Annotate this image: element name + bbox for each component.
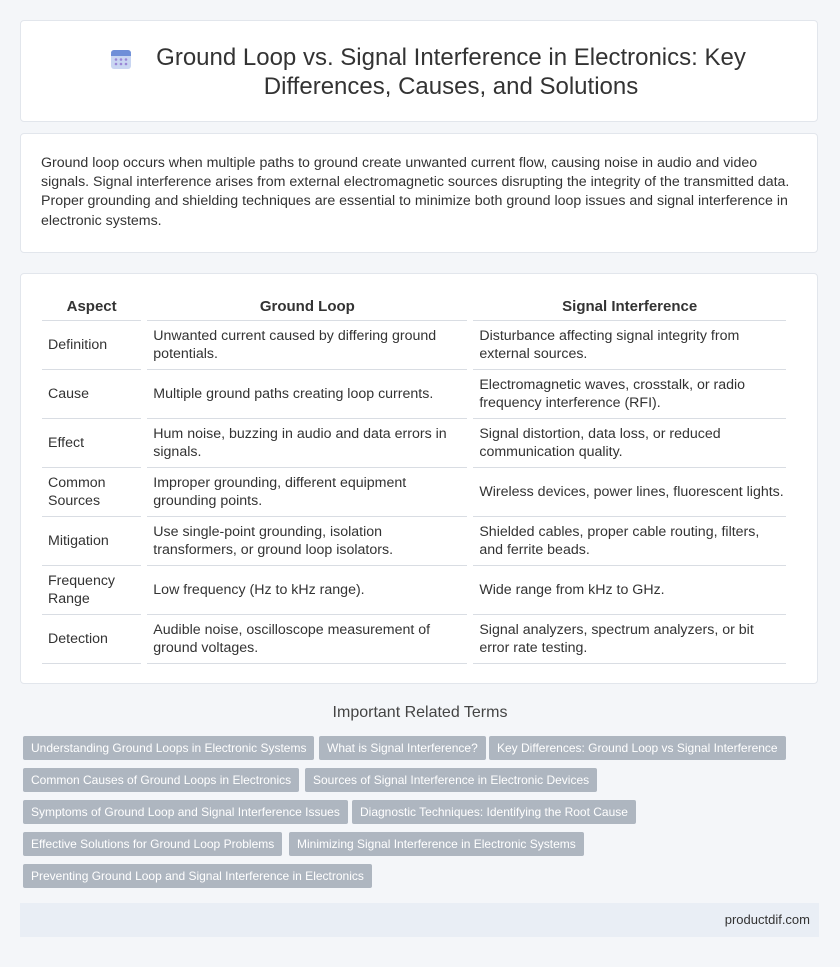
table-row	[42, 370, 786, 419]
signal-interference-cell: Wireless devices, power lines, fluorescent lights.	[473, 468, 786, 517]
ground-loop-cell: Multiple ground paths creating loop currents.	[147, 370, 467, 419]
related-term-link[interactable]: What is Signal Interference?	[319, 736, 486, 760]
related-term-link[interactable]: Effective Solutions for Ground Loop Problems	[23, 832, 282, 856]
aspect-cell: Definition	[42, 321, 141, 370]
related-term-link[interactable]: Key Differences: Ground Loop vs Signal Interference	[489, 736, 786, 760]
aspect-cell: Frequency Range	[42, 566, 141, 615]
signal-interference-cell: Shielded cables, proper cable routing, filters, and ferrite beads.	[473, 517, 786, 566]
ground-loop-cell: Audible noise, oscilloscope measurement of ground voltages.	[147, 615, 467, 664]
footer	[20, 903, 819, 937]
signal-interference-cell: Disturbance affecting signal integrity from external sources.	[473, 321, 786, 370]
aspect-cell: Effect	[42, 419, 141, 468]
aspect-cell: Detection	[42, 615, 141, 664]
aspect-cell: Common Sources	[42, 468, 141, 517]
signal-interference-cell: Electromagnetic waves, crosstalk, or radio frequency interference (RFI).	[473, 370, 786, 419]
table-row	[42, 517, 786, 566]
aspect-cell: Mitigation	[42, 517, 141, 566]
footer-site-name: productdif.com	[724, 912, 810, 927]
related-terms-title: Important Related Terms	[332, 704, 508, 721]
related-term-link[interactable]: Preventing Ground Loop and Signal Interference in Electronics	[23, 864, 372, 888]
header-aspect: Aspect	[42, 294, 141, 321]
ground-loop-cell: Improper grounding, different equipment grounding points.	[147, 468, 467, 517]
ground-loop-cell: Hum noise, buzzing in audio and data errors in signals.	[147, 419, 467, 468]
related-term-link[interactable]: Sources of Signal Interference in Electronic Devices	[305, 768, 597, 792]
table-row	[42, 321, 786, 370]
related-term-link[interactable]: Diagnostic Techniques: Identifying the Root Cause	[352, 800, 636, 824]
ground-loop-cell: Use single-point grounding, isolation transformers, or ground loop isolators.	[147, 517, 467, 566]
page-title: Ground Loop vs. Signal Interference in Electronics: Key Differences, Causes, and Solutions	[156, 44, 746, 100]
header-ground-loop: Ground Loop	[147, 294, 467, 321]
comparison-card	[20, 273, 818, 684]
title-card	[20, 20, 818, 122]
ground-loop-cell: Unwanted current caused by differing ground potentials.	[147, 321, 467, 370]
ground-loop-cell: Low frequency (Hz to kHz range).	[147, 566, 467, 615]
table-header-row	[42, 294, 786, 321]
header-signal-interference: Signal Interference	[473, 294, 786, 321]
calendar-icon	[109, 47, 133, 71]
signal-interference-cell: Wide range from kHz to GHz.	[473, 566, 786, 615]
table-row	[42, 468, 786, 517]
table-row	[42, 615, 786, 664]
table-row	[42, 566, 786, 615]
intro-card	[20, 133, 818, 253]
signal-interference-cell: Signal analyzers, spectrum analyzers, or bit error rate testing.	[473, 615, 786, 664]
aspect-cell: Cause	[42, 370, 141, 419]
intro-text: Ground loop occurs when multiple paths to ground create unwanted current flow, causing noise in audio and video signals. Signal interference arises from external electromagnetic sources disrupting the integrity of the transmitted data. Proper grounding and shielding techniques are essential to minimize both ground loop issues and signal interference in electronic systems.	[41, 155, 790, 229]
comparison-table	[36, 294, 792, 664]
related-term-link[interactable]: Symptoms of Ground Loop and Signal Interference Issues	[23, 800, 348, 824]
related-term-link[interactable]: Common Causes of Ground Loops in Electronics	[23, 768, 299, 792]
related-term-link[interactable]: Minimizing Signal Interference in Electronic Systems	[289, 832, 584, 856]
table-row	[42, 419, 786, 468]
related-term-link[interactable]: Understanding Ground Loops in Electronic Systems	[23, 736, 314, 760]
signal-interference-cell: Signal distortion, data loss, or reduced communication quality.	[473, 419, 786, 468]
